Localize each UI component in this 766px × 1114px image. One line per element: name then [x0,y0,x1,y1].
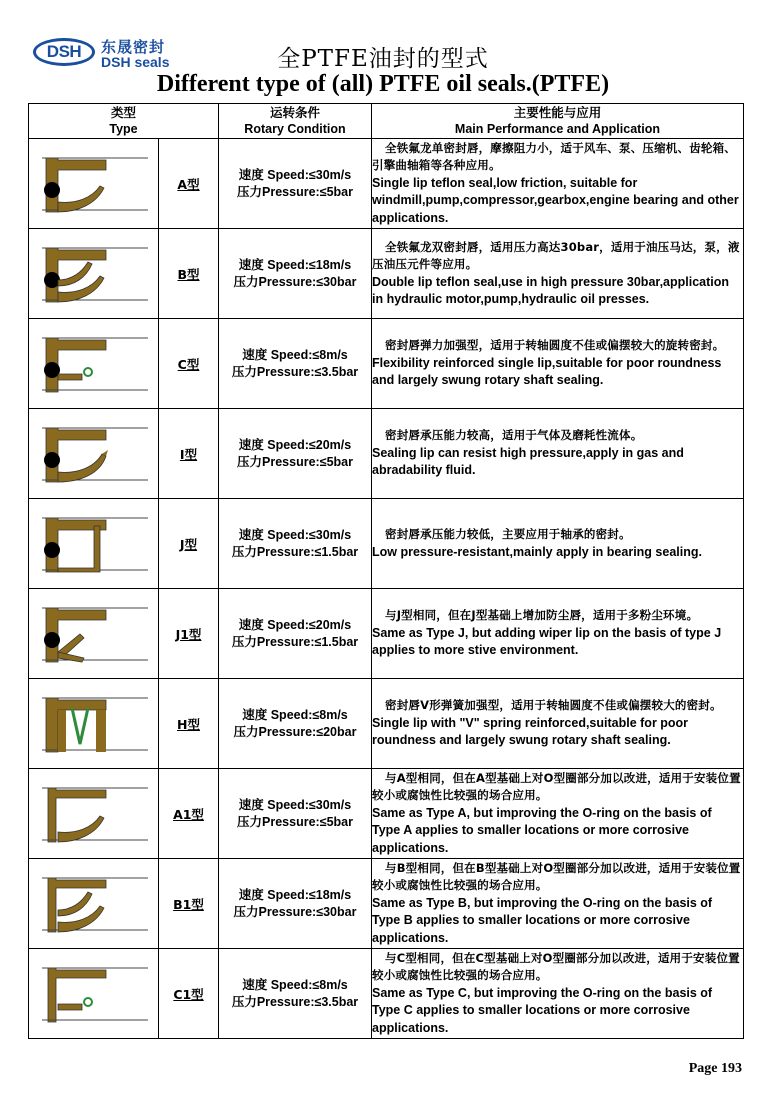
pressure-value: 压力Pressure:≤30bar [233,904,357,919]
pressure-value: 压力Pressure:≤5bar [237,814,353,829]
type-label: J1型 [175,626,202,642]
brand-name-cn: 东晟密封 [101,38,166,56]
application-en: Flexibility reinforced single lip,suitable for poor roundness and largely swung rotary shaft sealing. [372,355,722,388]
seal-type-b-icon [36,236,152,312]
application-en: Same as Type C, but improving the O-ring on the basis of Type C applies to smaller locations or more corrosive applications. [372,985,713,1035]
header-condition [219,104,372,139]
application-cn: 密封唇承压能力较高，适用于气体及磨耗性流体。 [385,428,643,443]
application-en: Sealing lip can resist high pressure,apply in gas and abradability fluid. [372,445,684,478]
application-cn: 与C型相同，但在C型基础上对O型圈部分加以改进，适用于安装位置较小或腐蚀性比较强的场合应用。 [372,950,740,983]
header-type-en: Type [109,122,138,136]
seal-diagram-cell [29,319,159,409]
table-row [29,589,744,679]
pressure-value: 压力Pressure:≤5bar [237,454,353,469]
application-cell [372,499,744,589]
speed-value: 速度 Speed:≤30m/s [238,797,352,812]
condition-cell [219,769,372,859]
seal-type-i-icon [36,416,152,492]
application-cell [372,859,744,949]
seal-type-j-icon [36,506,152,582]
speed-value: 速度 Speed:≤30m/s [238,167,352,182]
seal-type-c1-icon [36,956,152,1032]
type-label: H型 [177,716,200,732]
type-label: C型 [177,356,200,372]
condition-cell [219,499,372,589]
type-cell [159,769,219,859]
table-row [29,769,744,859]
type-cell [159,499,219,589]
application-cn: 全铁氟龙双密封唇，适用压力高达30bar，适用于油压马达，泵，液压油压元件等应用。 [372,239,740,271]
pressure-value: 压力Pressure:≤1.5bar [231,634,359,649]
header-application-cn: 主要性能与应用 [513,106,602,120]
application-cell [372,679,744,769]
type-cell [159,589,219,679]
application-cell [372,229,744,319]
seal-type-a-icon [36,146,152,222]
application-cell [372,409,744,499]
brand-name-en: DSH seals [101,54,170,70]
condition-cell [219,229,372,319]
type-label: C1型 [173,986,204,1002]
page-number: Page 193 [688,1061,742,1076]
application-cn: 与J型相同，但在J型基础上增加防尘唇，适用于多粉尘环境。 [385,608,699,623]
header-type [29,104,219,139]
seal-diagram-cell [29,229,159,319]
condition-cell [219,589,372,679]
type-label: B型 [177,266,200,282]
application-en: Single lip with "V" spring reinforced,suitable for poor roundness and largely swung rotary shaft sealing. [372,715,689,748]
pressure-value: 压力Pressure:≤30bar [233,274,357,289]
table-row [29,499,744,589]
pressure-value: 压力Pressure:≤3.5bar [231,994,359,1009]
application-cn: 密封唇V形弹簧加强型，适用于转轴圆度不佳或偏摆较大的密封。 [385,698,722,713]
header-application [372,104,744,139]
type-cell [159,319,219,409]
seal-type-j1-icon [36,596,152,672]
application-cn: 与A型相同，但在A型基础上对O型圈部分加以改进，适用于安装位置较小或腐蚀性比较强的场合应用。 [372,770,741,803]
seal-diagram-cell [29,409,159,499]
application-en: Same as Type A, but improving the O-ring on the basis of Type A applies to smaller locations or more corrosive applications. [372,805,712,855]
application-cell [372,949,744,1039]
type-label: B1型 [173,896,204,912]
header-type-cn: 类型 [110,106,136,120]
application-cell [372,769,744,859]
seal-types-table [28,103,744,1039]
seal-type-b1-icon [36,866,152,942]
condition-cell [219,139,372,229]
application-en: Double lip teflon seal,use in high pressure 30bar,application in hydraulic motor,pump,hydraulic oil presses. [372,274,730,306]
condition-cell [219,949,372,1039]
type-cell [159,679,219,769]
application-en: Single lip teflon seal,low friction, suitable for windmill,pump,compressor,gearbox,engine bearing and other applications. [372,175,739,225]
table-row [29,949,744,1039]
pressure-value: 压力Pressure:≤20bar [233,724,357,739]
table-row [29,229,744,319]
application-en: Same as Type B, but improving the O-ring on the basis of Type B applies to smaller locations or more corrosive applications. [372,895,713,945]
seal-diagram-cell [29,589,159,679]
speed-value: 速度 Speed:≤18m/s [238,887,352,902]
type-cell [159,229,219,319]
pressure-value: 压力Pressure:≤1.5bar [231,544,359,559]
pressure-value: 压力Pressure:≤5bar [237,184,353,199]
application-cn: 与B型相同，但在B型基础上对O型圈部分加以改进，适用于安装位置较小或腐蚀性比较强的场合应用。 [372,860,741,893]
speed-value: 速度 Speed:≤20m/s [238,437,352,452]
condition-cell [219,679,372,769]
condition-cell [219,859,372,949]
seal-type-h-icon [36,686,152,762]
application-en: Same as Type J, but adding wiper lip on the basis of type J applies to more stive environment. [372,625,722,658]
seal-type-a1-icon [36,776,152,852]
application-cn: 密封唇弹力加强型，适用于转轴圆度不佳或偏摆较大的旋转密封。 [385,338,725,353]
seal-diagram-cell [29,139,159,229]
logo-mark: DSH [33,38,95,66]
speed-value: 速度 Speed:≤18m/s [238,257,352,272]
speed-value: 速度 Speed:≤20m/s [238,617,352,632]
header-condition-cn: 运转条件 [269,106,320,120]
application-cell [372,139,744,229]
type-label: J型 [179,536,198,552]
table-row [29,679,744,769]
condition-cell [219,409,372,499]
seal-diagram-cell [29,769,159,859]
application-cell [372,589,744,679]
table-row [29,139,744,229]
type-cell [159,949,219,1039]
seal-diagram-cell [29,859,159,949]
application-cn: 密封唇承压能力较低，主要应用于轴承的密封。 [385,527,631,541]
speed-value: 速度 Speed:≤8m/s [242,977,348,992]
type-cell [159,859,219,949]
pressure-value: 压力Pressure:≤3.5bar [231,364,359,379]
application-en: Low pressure-resistant,mainly apply in bearing sealing. [372,544,702,559]
page-title-en: Different type of (all) PTFE oil seals.(PTFE) [156,71,610,97]
seal-diagram-cell [29,949,159,1039]
table-row [29,319,744,409]
speed-value: 速度 Speed:≤8m/s [242,347,348,362]
table-row [29,409,744,499]
seal-diagram-cell [29,679,159,769]
table-row [29,859,744,949]
type-label: A型 [177,176,200,192]
header-application-en: Main Performance and Application [454,122,661,136]
seal-type-c-icon [36,326,152,402]
type-label: I型 [179,446,198,462]
seal-diagram-cell [29,499,159,589]
application-cell [372,319,744,409]
type-label: A1型 [173,806,204,822]
header-condition-en: Rotary Condition [244,122,346,136]
application-cn: 全铁氟龙单密封唇，摩擦阻力小，适于风车、泵、压缩机、齿轮箱、引擎曲轴箱等各种应用。 [372,140,736,173]
type-cell [159,139,219,229]
page-title-cn: 全PTFE油封的型式 [277,46,489,72]
type-cell [159,409,219,499]
speed-value: 速度 Speed:≤30m/s [238,527,352,542]
table-header-row [29,104,744,139]
condition-cell [219,319,372,409]
speed-value: 速度 Speed:≤8m/s [242,707,348,722]
